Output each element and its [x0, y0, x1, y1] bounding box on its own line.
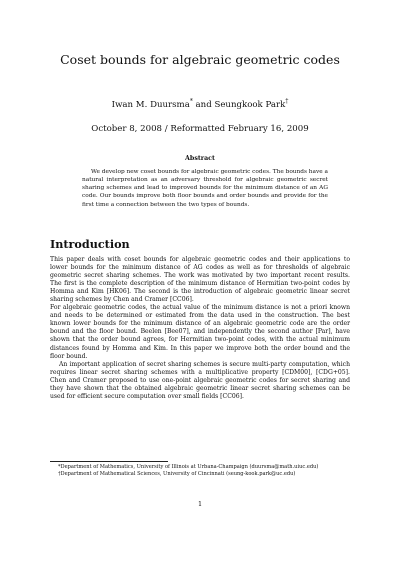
- paper-date: October 8, 2008 / Reformatted February 16, 2009: [91, 124, 309, 134]
- footnotes: [50, 464, 350, 478]
- abstract-heading: Abstract: [185, 155, 215, 162]
- author-2: Seungkook Park: [214, 100, 286, 110]
- page-number: 1: [197, 500, 203, 508]
- paragraph: This paper deals with coset bounds for algebraic geometric codes and their applications to lower bounds for the minimum distance of AG codes as well as for thresholds of algebraic geometric secret sharing schemes. The work was motivated by two important recent results. The first is the complete description of the minimum distance of Hermitian two-point codes by Homma and Kim [HK06]. The second is the introduction of algebraic geometric linear secret sharing schemes by Chen and Cramer [CC06].: [50, 256, 350, 304]
- author-1-footnote-mark: *: [189, 98, 193, 106]
- abstract-text: We develop new coset bounds for algebraic geometric codes. The bounds have a natural interpretation as an adversary threshold for algebraic geometric secret sharing schemes and lead to improved bounds for the minimum distance of an AG code. Our bounds improve both floor bounds and order bounds and provide for the first time a connection between the two types of bounds.: [82, 169, 328, 208]
- author-connector: and: [192, 100, 215, 110]
- section-heading-introduction: Introduction: [50, 237, 130, 251]
- paragraph: For algebraic geometric codes, the actual value of the minimum distance is not a priori known and needs to be determined or estimated from the data used in the construction. The best known lower bounds for the minimum distance of an algebraic geometric code are the order bound and the floor bound. Beelen [Bee07], and independently the second author [Par], have shown that the order bound agrees, for Hermitian two-point codes, with the actual minimum distances found by Homma and Kim. In this paper we improve both the order bound and the floor bound.: [50, 304, 350, 360]
- author-2-footnote-mark: †: [285, 98, 289, 106]
- footnote-2: †Department of Mathematical Sciences, University of Cincinnati (seung-kook.park@uc.edu): [58, 471, 296, 478]
- author-1: Iwan M. Duursma: [111, 100, 190, 110]
- author-line: [0, 100, 400, 111]
- introduction-body: [50, 256, 350, 401]
- footnote-1: *Department of Mathematics, University of Illinois at Urbana-Champaign (duursma@math.uiuc.edu): [58, 464, 319, 470]
- paragraph: An important application of secret sharing schemes is secure multi-party computation, which requires linear secret sharing schemes with a multiplicative property [CDM00], [CDG+05]. Chen and Cramer proposed to use one-point algebraic geometric codes for secret sharing and they have shown that the obtained algebraic geometric linear secret sharing schemes can be used for efficient secure computation over small fields [CC06].: [50, 360, 350, 400]
- paper-title: Coset bounds for algebraic geometric codes: [60, 52, 340, 67]
- footnote-rule: [50, 461, 168, 462]
